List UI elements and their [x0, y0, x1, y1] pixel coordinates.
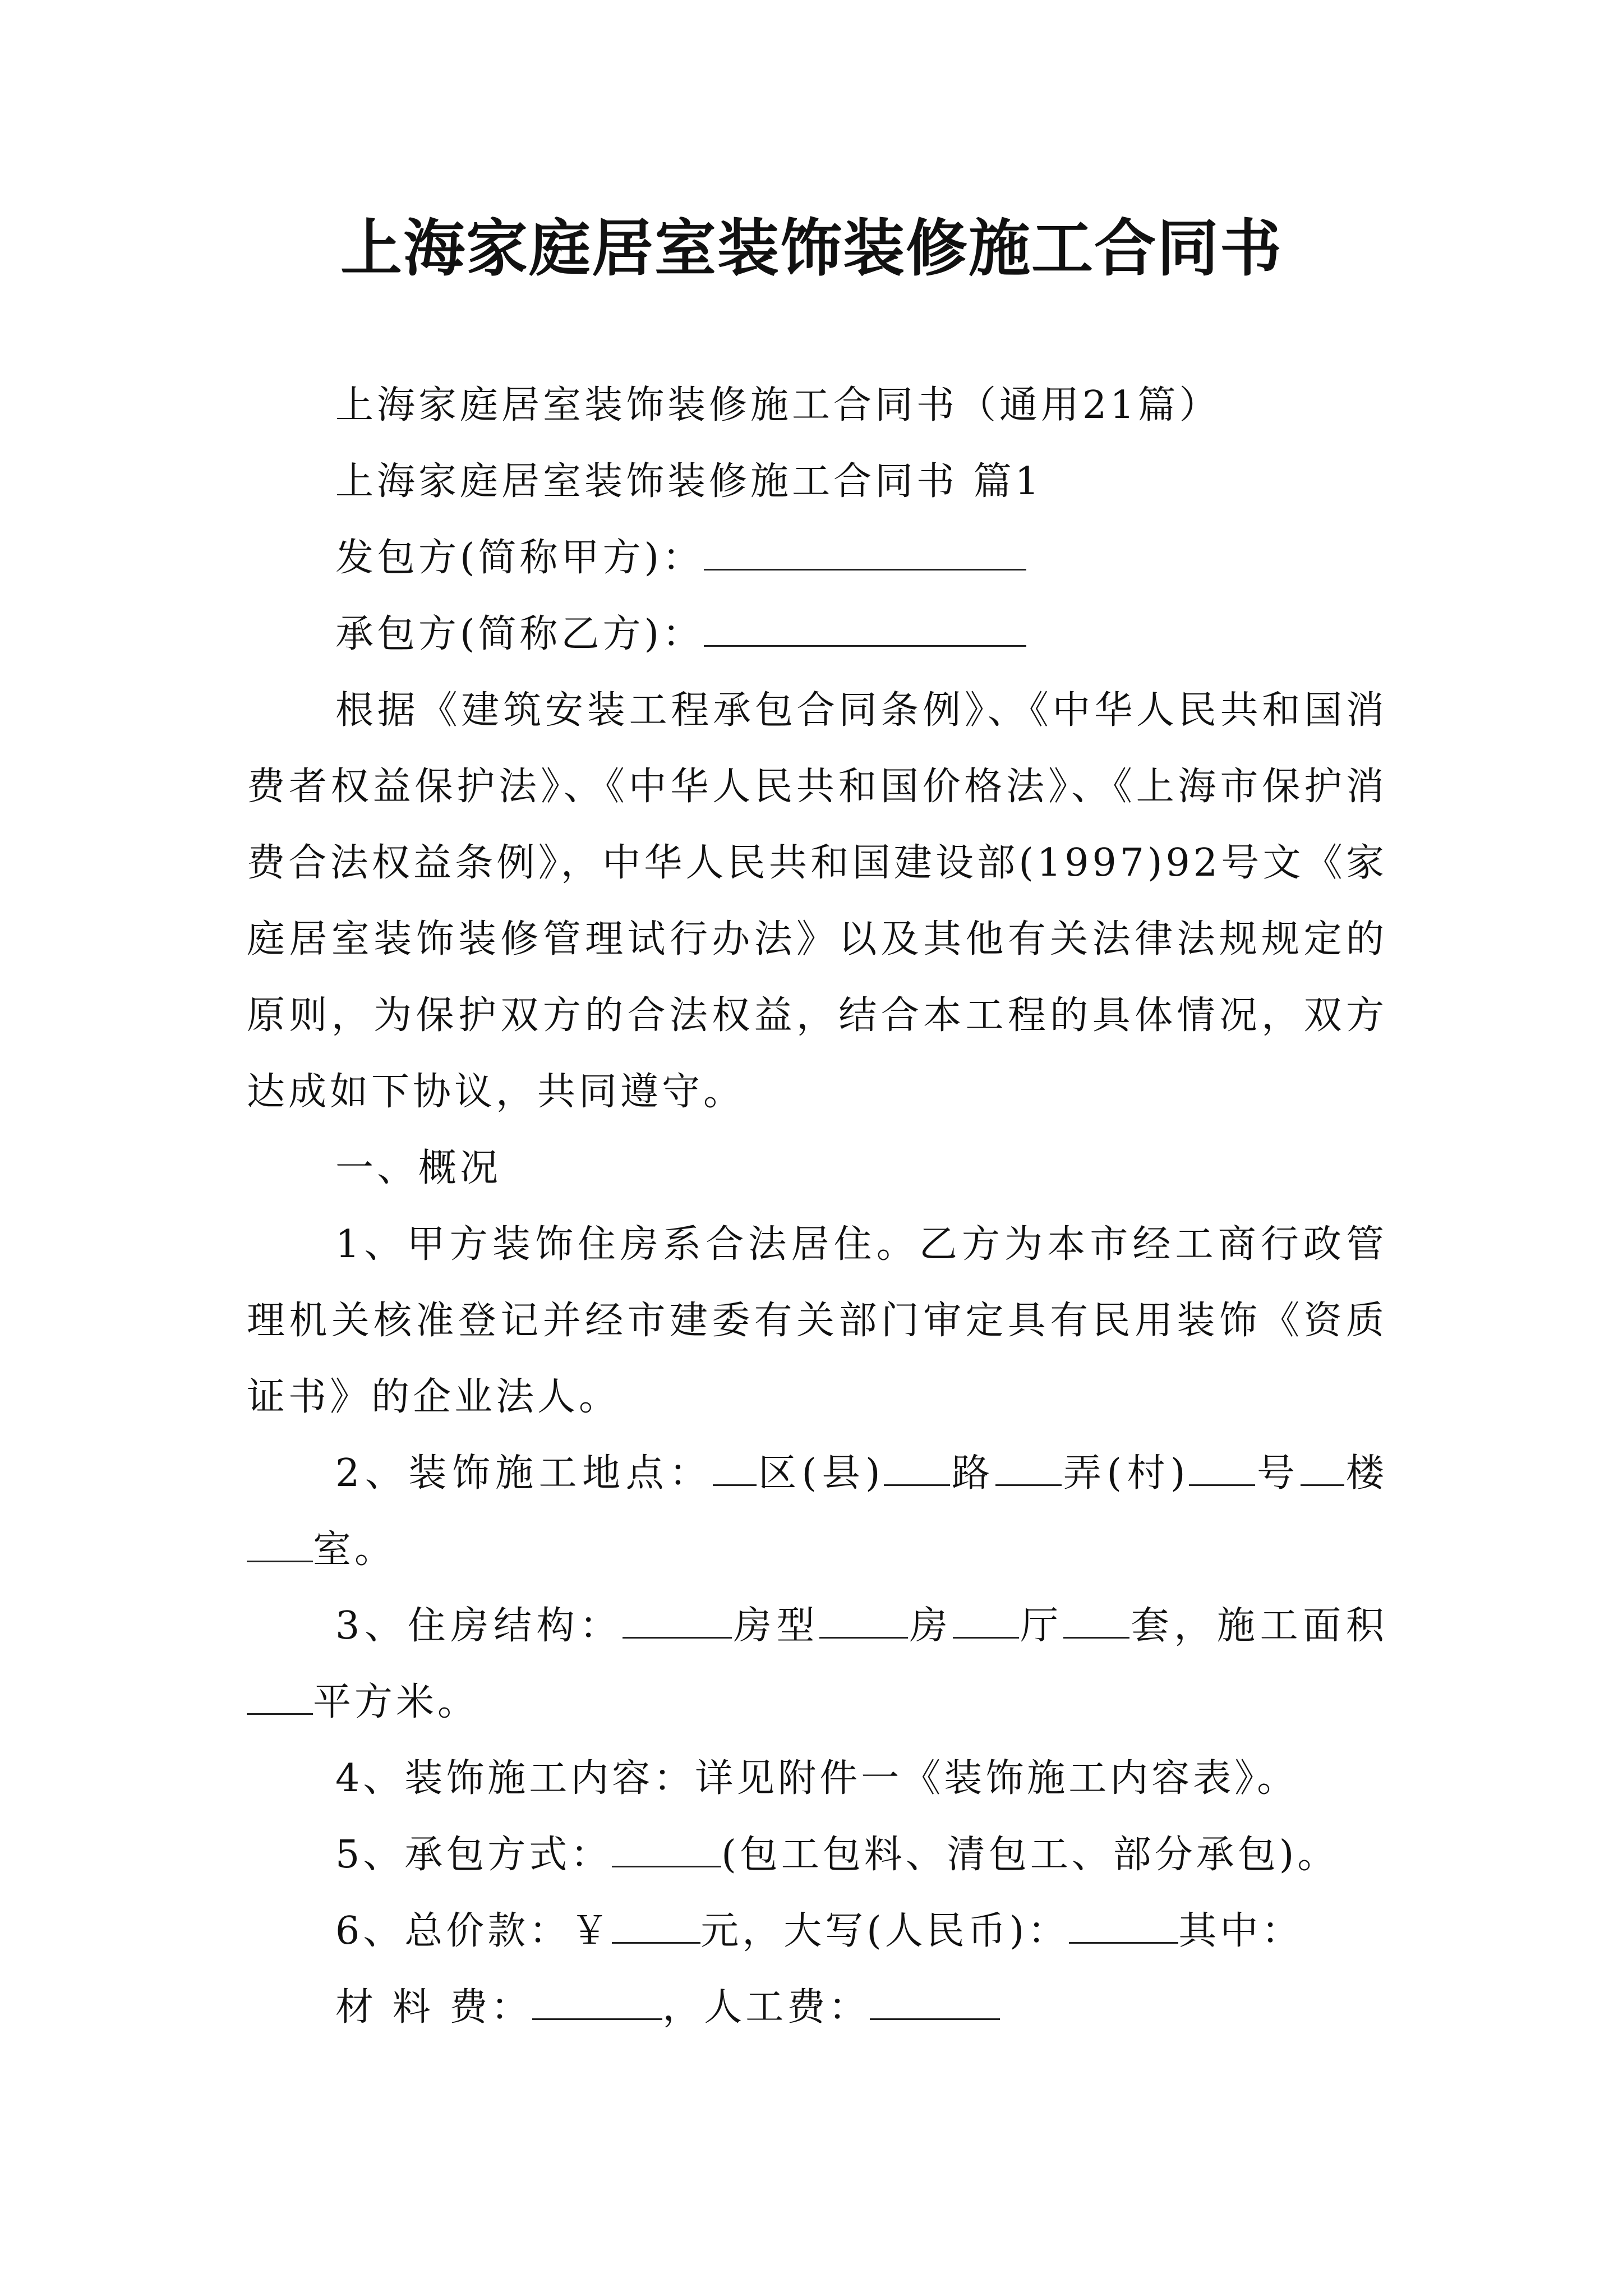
item-3-prefix: 3、住房结构： [335, 1604, 623, 1648]
labor-fee-label: ，人工费： [662, 1985, 870, 2030]
road-blank [884, 1452, 950, 1486]
room-blank [247, 1528, 313, 1562]
material-fee-label: 材 料 费： [335, 1985, 533, 2030]
road-label: 路 [949, 1451, 995, 1496]
total-price-blank [612, 1910, 700, 1944]
party-b-line [247, 596, 1387, 673]
contract-mode-options: (包工包料、清包工、部分承包)。 [721, 1833, 1339, 1877]
number-blank [1189, 1452, 1255, 1486]
item-2-prefix: 2、装饰施工地点： [335, 1451, 713, 1496]
party-a-label: 发包方(简称甲方)： [335, 536, 704, 580]
item-6-prefix: 6、总价款：￥ [335, 1909, 612, 1953]
lane-blank [995, 1452, 1062, 1486]
item-2 [247, 1435, 1387, 1588]
halls-blank [953, 1604, 1019, 1639]
party-a-line [247, 520, 1387, 596]
document-body [247, 367, 1387, 2046]
type-blank [623, 1604, 732, 1639]
of-which-label: 其中： [1178, 1909, 1303, 1953]
price-words-blank [1069, 1910, 1178, 1944]
halls-label: 厅 [1018, 1604, 1063, 1648]
area-unit-label: 平方米。 [313, 1680, 479, 1724]
yuan-label: 元，大写(人民币)： [700, 1909, 1069, 1953]
section-heading: 上海家庭居室装饰装修施工合同书 篇1 [335, 459, 1043, 504]
rooms-label: 房 [908, 1604, 953, 1648]
material-fee-blank [532, 1986, 662, 2020]
party-b-label: 承包方(简称乙方)： [335, 612, 704, 656]
rooms-blank [819, 1604, 908, 1639]
item-3 [247, 1588, 1387, 1741]
party-a-blank [704, 536, 1026, 570]
building-label: 楼 [1344, 1451, 1387, 1496]
district-label: 区(县) [756, 1451, 884, 1496]
suite-label: 套，施工面积 [1129, 1604, 1387, 1648]
item-1: 1、甲方装饰住房系合法居住。乙方为本市经工商行政管理机关核准登记并经市建委有关部门审定具有民用装饰《资质证书》的企业法人。 [247, 1222, 1387, 1419]
room-label: 室。 [313, 1527, 396, 1572]
building-blank [1301, 1452, 1344, 1486]
party-b-blank [704, 613, 1026, 647]
contract-mode-blank [612, 1833, 721, 1867]
labor-fee-blank [870, 1986, 1000, 2020]
overview-heading: 一、概况 [335, 1146, 502, 1190]
type-label: 房型 [732, 1604, 820, 1648]
lane-label: 弄(村) [1061, 1451, 1189, 1496]
item-5 [247, 1817, 1387, 1893]
item-4: 4、装饰施工内容：详见附件一《装饰施工内容表》。 [335, 1756, 1299, 1801]
district-blank [713, 1452, 757, 1486]
item-6 [247, 1893, 1387, 1970]
document-subtitle: 上海家庭居室装饰装修施工合同书（通用21篇） [335, 383, 1221, 427]
document-title: 上海家庭居室装饰装修施工合同书 [340, 212, 1283, 284]
suite-blank [1063, 1604, 1129, 1639]
area-blank [247, 1681, 313, 1715]
item-5-prefix: 5、承包方式： [335, 1833, 612, 1877]
number-label: 号 [1255, 1451, 1301, 1496]
item-6-detail [247, 1970, 1387, 2046]
intro-paragraph: 根据《建筑安装工程承包合同条例》、《中华人民共和国消费者权益保护法》、《中华人民共和国价格法》、《上海市保护消费合法权益条例》，中华人民共和国建设部(1997)92号文《家庭居室装饰装修管理试行办法》以及其他有关法律法规规定的原则，为保护双方的合法权益，结合本工程的具体情况，双方达成如下协议，共同遵守。 [247, 688, 1387, 1114]
